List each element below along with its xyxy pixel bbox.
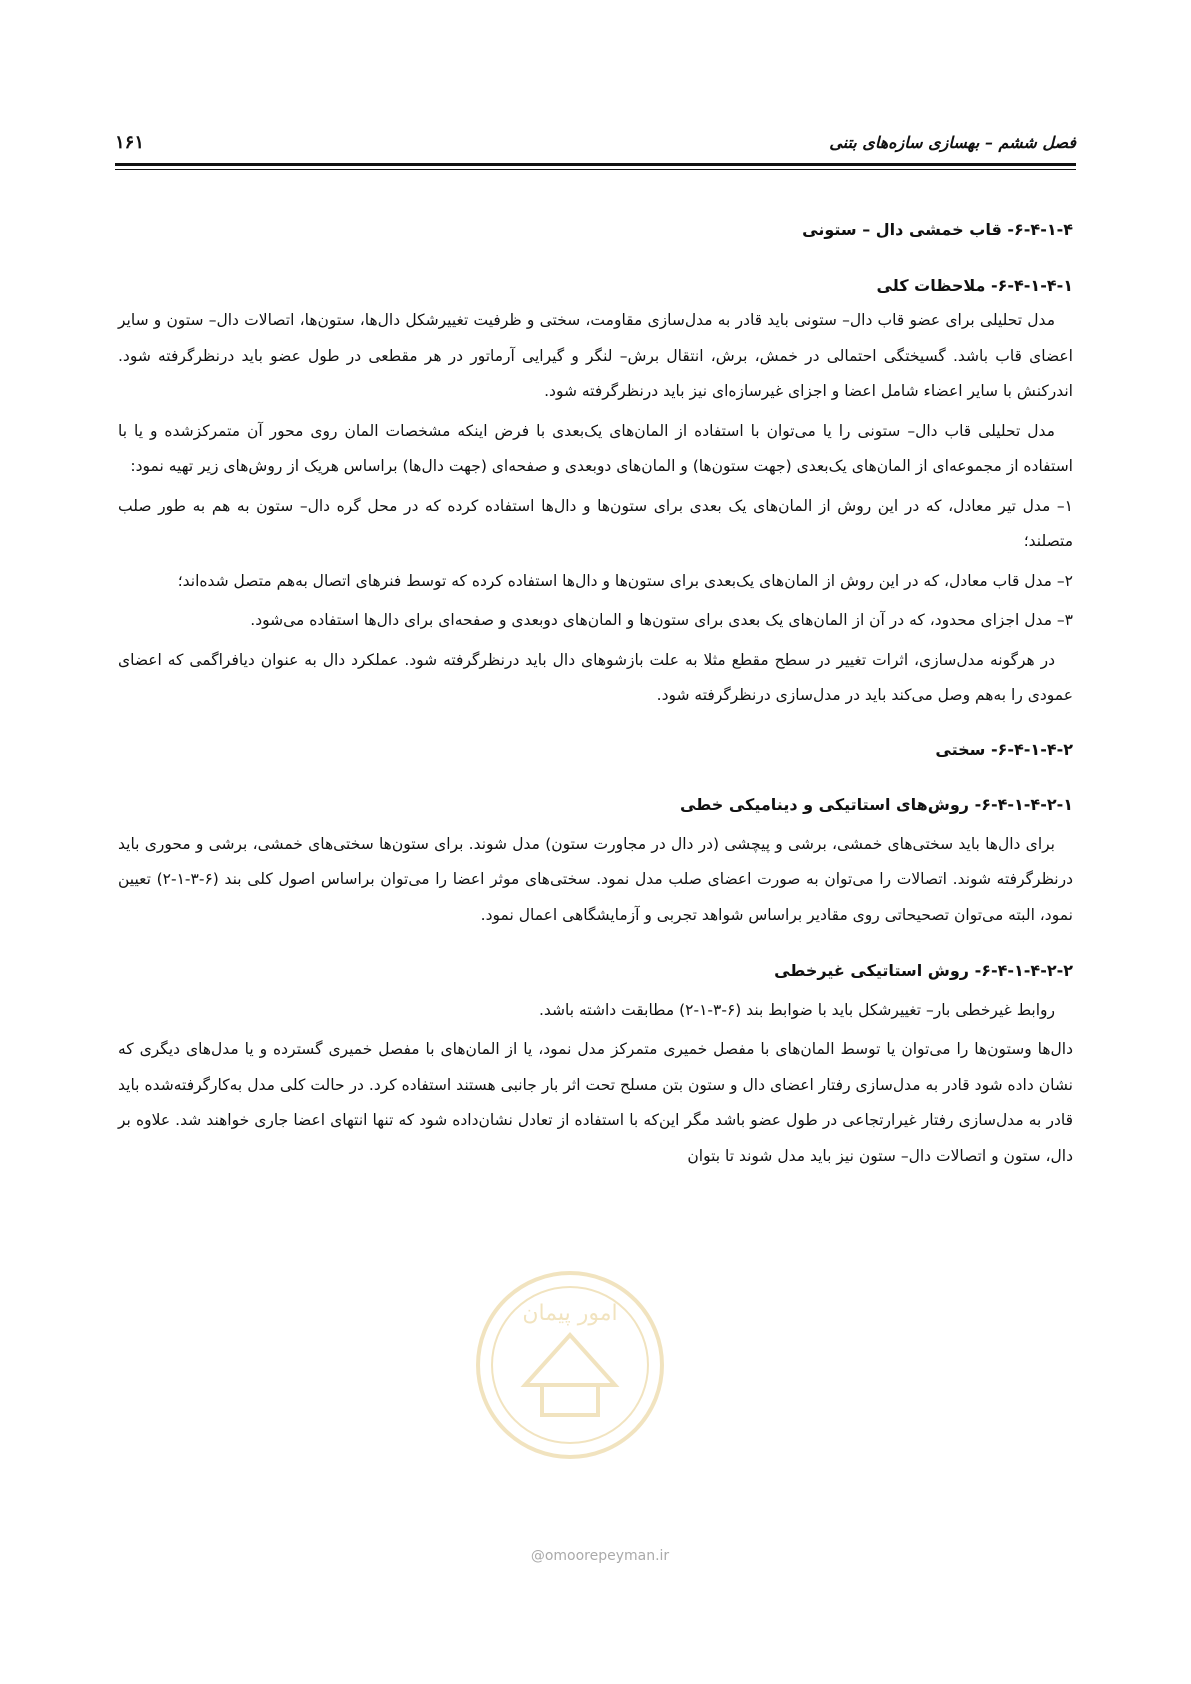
main-content bbox=[118, 212, 1073, 1178]
page-header bbox=[115, 128, 1076, 158]
subsection-heading: ۶-۴-۱-۴-۲-۱- روش‌های استاتیکی و دینامیکی خطی bbox=[679, 795, 1073, 814]
paragraph: در هرگونه مدل‌سازی، اثرات تغییر در سطح مقطع مثلا به علت بازشوهای دال باید درنظرگرفته شود. عملکرد دال به عنوان دیافراگمی که اعضای عمودی را به‌هم وصل می‌کند باید در مدل‌سازی درنظرگرفته شود. bbox=[118, 650, 1073, 704]
paragraph: مدل تحلیلی برای عضو قاب دال– ستونی باید قادر به مدل‌سازی مقاومت، سختی و ظرفیت تغییرشکل دال‌ها، ستون‌ها، اتصالات دال– ستون و سایر اعضای قاب باشد. گسیختگی احتمالی در خمش، برش، انتقال برش– لنگر و گیرایی آرماتور در هر مقطعی در طول عضو باید درنظرگرفته شود. اندرکنش با سایر اعضاء شامل اعضا و اجزای غیرسازه‌ای نیز باید درنظرگرفته شود. bbox=[118, 311, 1073, 400]
paragraph: برای دال‌ها باید سختی‌های خمشی، برشی و پیچشی (در دال در مجاورت ستون) مدل شوند. برای ستون‌ها سختی‌های خمشی، برشی و محوری باید درنظرگرفته شوند. اتصالات را می‌توان به صورت اعضای صلب مدل نمود. سختی‌های موثر اعضا را می‌توان براساس اصول کلی بند (۶-۳-۱-۲) تعیین نمود، البته می‌توان تصحیحاتی روی مقادیر براساس شواهد تجربی و آزمایشگاهی اعمال نمود. bbox=[118, 834, 1073, 924]
watermark-seal-text: امور پیمان bbox=[522, 1301, 618, 1326]
page-number: ۱۶۱ bbox=[115, 132, 145, 153]
chapter-title: فصل ششم – بهسازی سازه‌های بتنی bbox=[829, 133, 1076, 152]
paragraph: مدل تحلیلی قاب دال– ستونی را یا می‌توان با استفاده از المان‌های یک‌بعدی با فرض اینکه مشخصات المان روی محور آن متمرکزشده و یا با استفاده از مجموعه‌ای از المان‌های یک‌بعدی (جهت ستون‌ها) و المان‌های دوبعدی و صفحه‌ای (جهت دال‌ها) براساس هریک از روش‌های زیر تهیه نمود: bbox=[118, 421, 1073, 475]
watermark-url: @omoorepeyman.ir bbox=[530, 1548, 670, 1564]
subsection-heading: ۶-۴-۱-۴-۱- ملاحظات کلی bbox=[876, 275, 1073, 295]
paragraph: دال‌ها وستون‌ها را می‌توان یا توسط المان‌های با مفصل خمیری متمرکز مدل نمود، یا از المان‌های با مفصل خمیری گسترده و یا مدل‌های دیگری که نشان داده شود قادر به مدل‌سازی رفتار اعضای دال و ستون بتن مسلح تحت اثر بار جانبی هستند استفاده کرد. در حالت کلی مدل به‌کارگرفته‌شده باید قادر به مدل‌سازی رفتار غیرارتجاعی در طول عضو باشد مگر این‌که با استفاده از تعادل نشان‌داده شود که تنها انتهای اعضا جاری خواهند شد. علاوه بر دال، ستون و اتصالات دال– ستون نیز باید مدل شوند تا بتوان bbox=[118, 1040, 1073, 1165]
header-rule bbox=[115, 163, 1076, 170]
section-heading: ۶-۴-۱-۴- قاب خمشی دال – ستونی bbox=[802, 220, 1073, 239]
list-item: ۲– مدل قاب معادل، که در این روش از المان‌های یک‌بعدی برای ستون‌ها و دال‌ها استفاده کرده که توسط فنرهای اتصال به‌هم متصل شده‌اند؛ bbox=[177, 571, 1073, 590]
list-item: ۱– مدل تیر معادل، که در این روش از المان‌های یک بعدی برای ستون‌ها و دال‌ها استفاده کرده که در محل گره دال– ستون به هم به طور صلب متصلند؛ bbox=[118, 496, 1073, 550]
section-heading: ۶-۴-۱-۴-۲- سختی bbox=[935, 739, 1073, 759]
watermark-seal-icon bbox=[470, 1265, 670, 1465]
paragraph: روابط غیرخطی بار– تغییرشکل باید با ضوابط بند (۶-۳-۱-۲) مطابقت داشته باشد. bbox=[538, 1000, 1055, 1019]
list-item: ۳– مدل اجزای محدود، که در آن از المان‌های یک بعدی برای ستون‌ها و المان‌های دوبعدی و صفحه‌ای برای دال‌ها استفاده می‌شود. bbox=[250, 611, 1073, 629]
subsection-heading: ۶-۴-۱-۴-۲-۲- روش استاتیکی غیرخطی bbox=[774, 961, 1073, 980]
